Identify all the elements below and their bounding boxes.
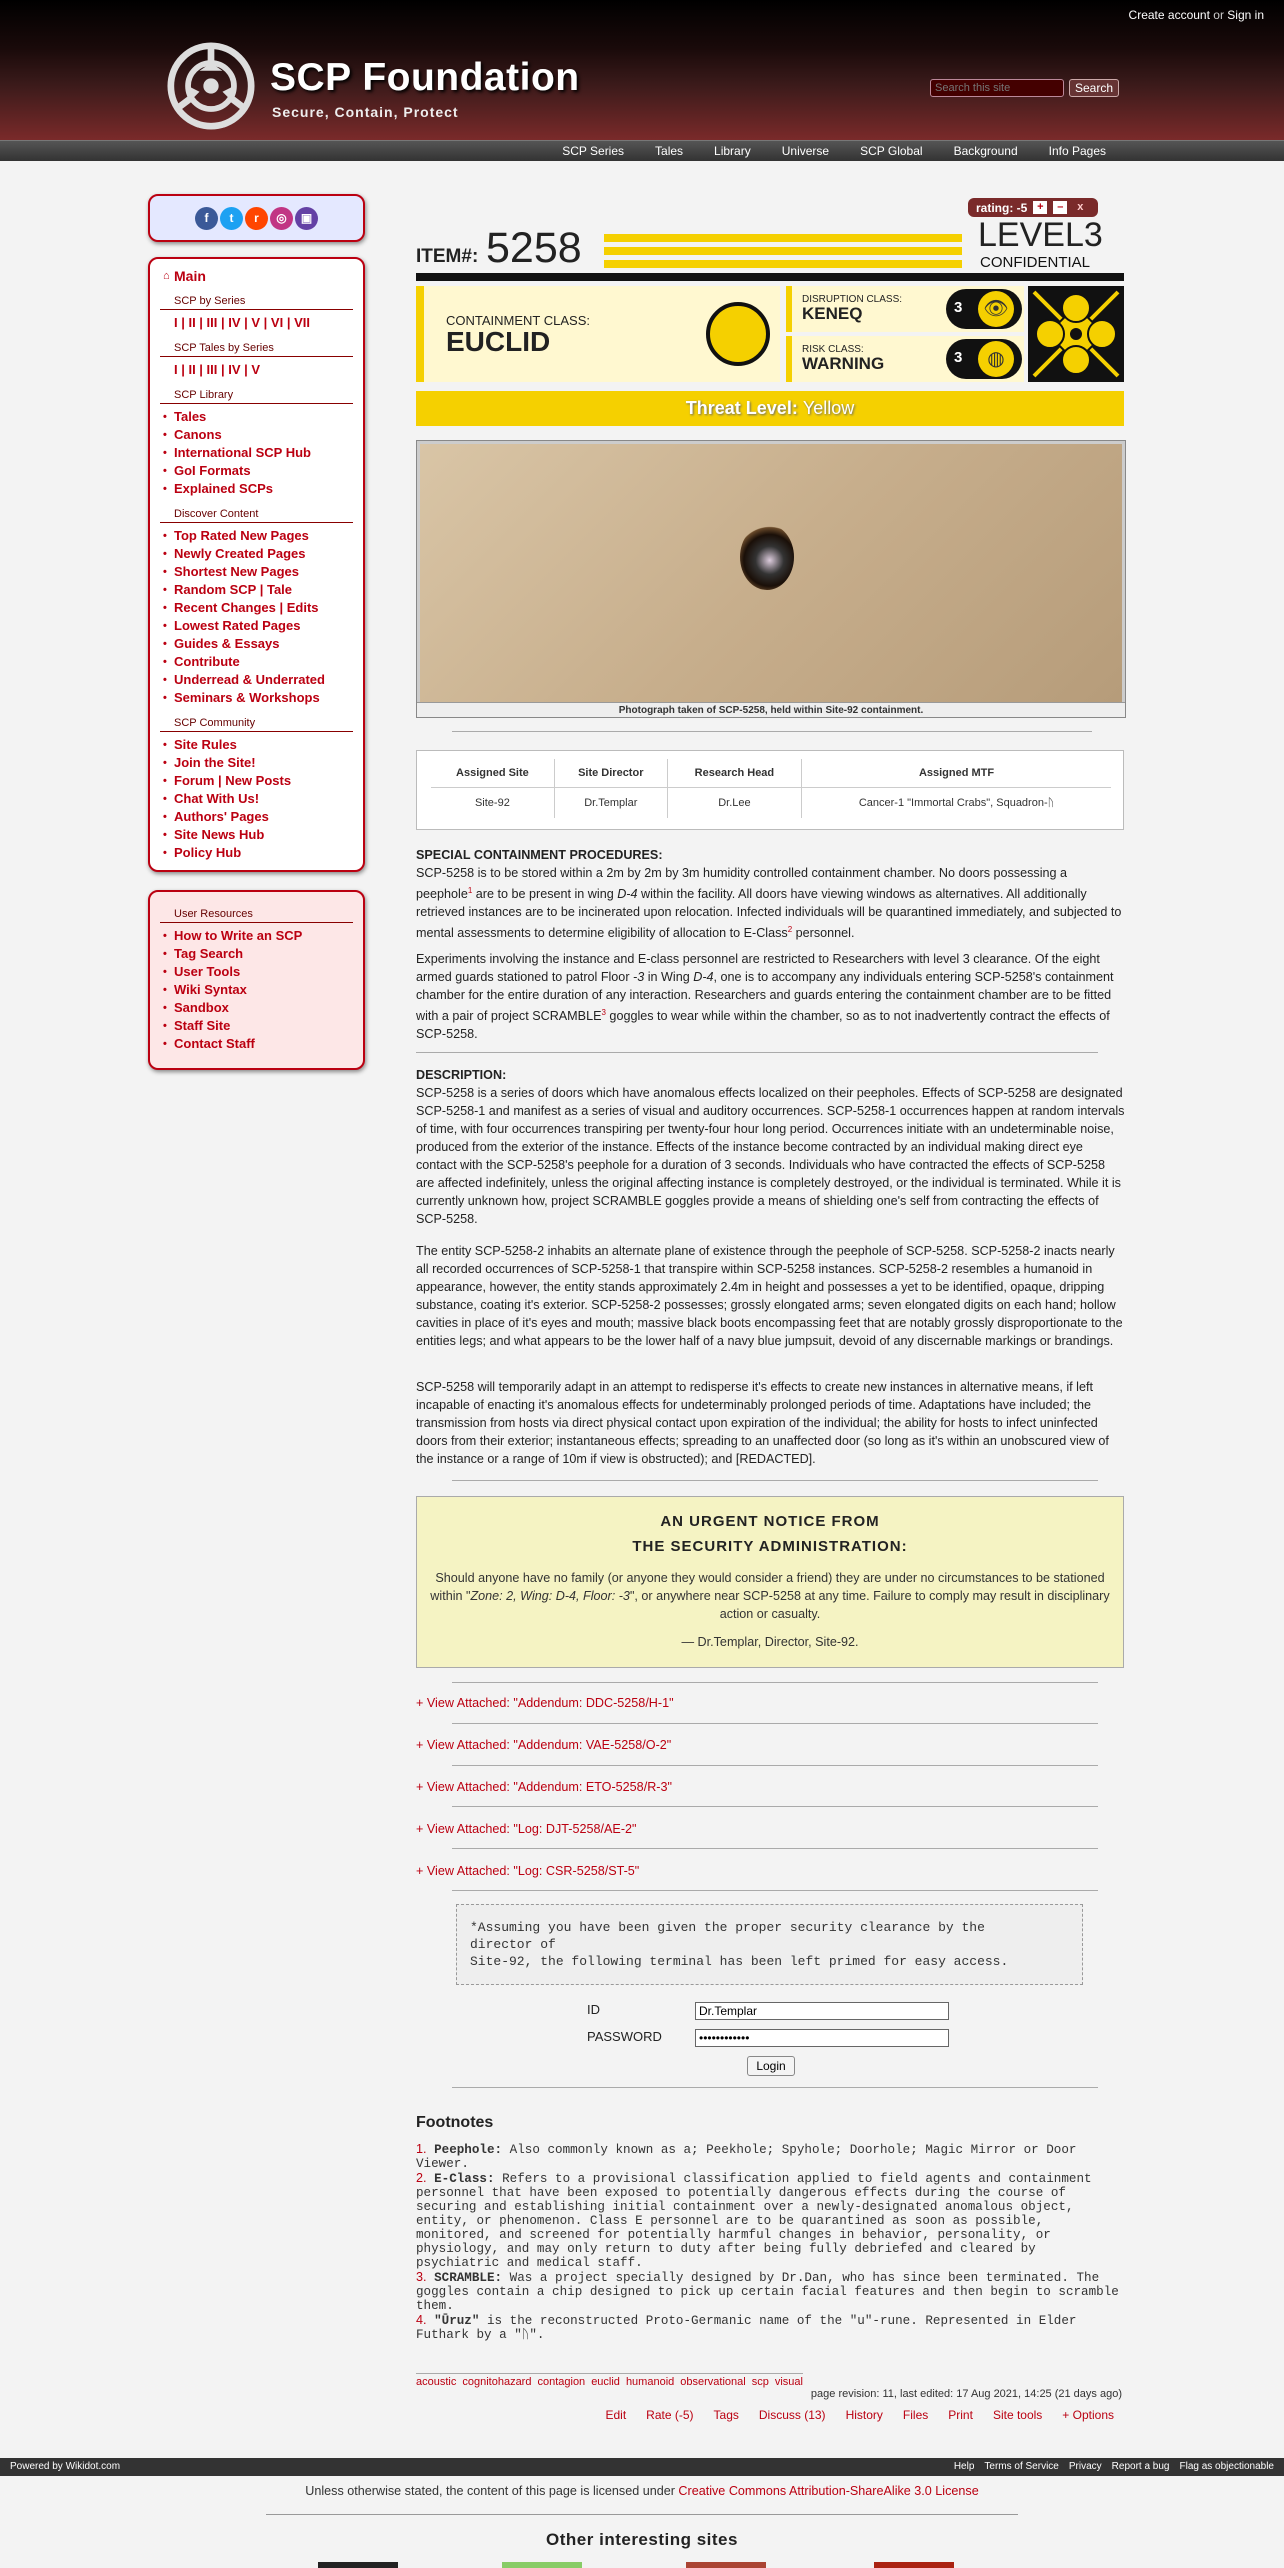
footnote-term: SCRAMBLE: bbox=[434, 2271, 503, 2285]
rate-button[interactable]: Rate (-5) bbox=[646, 2408, 694, 2422]
report-bug-link[interactable]: Report a bug bbox=[1111, 2461, 1170, 2472]
files-button[interactable]: Files bbox=[902, 2408, 929, 2422]
other-site-thumbnail[interactable] bbox=[686, 2562, 766, 2568]
text: D-4 bbox=[617, 887, 638, 902]
item-number: 5258 bbox=[486, 224, 582, 272]
text: goggles to wear while within the chamber, so as to not inadvertently contract the effects of SCP-5258. bbox=[416, 1009, 1110, 1042]
sidebar-item-tales[interactable]: • Tales bbox=[160, 408, 353, 426]
powered-by bbox=[10, 2458, 120, 2476]
containment-procedures bbox=[416, 846, 1126, 942]
sidebar-item-tag-search[interactable]: • Tag Search bbox=[160, 945, 353, 963]
help-link[interactable]: Help bbox=[953, 2461, 975, 2472]
sidebar-item-how-to-write[interactable]: • How to Write an SCP bbox=[160, 927, 353, 945]
other-site-thumbnail[interactable] bbox=[502, 2562, 582, 2568]
attachment-toggle-vae[interactable]: + View Attached: "Addendum: VAE-5258/O-2" bbox=[416, 1738, 672, 1752]
tag-link[interactable]: acoustic bbox=[416, 2376, 457, 2388]
password-input[interactable] bbox=[695, 2029, 949, 2047]
sidebar-item-site-rules[interactable]: • Site Rules bbox=[160, 736, 353, 754]
stripe-decoration bbox=[604, 234, 962, 242]
sidebar-heading-community: SCP Community bbox=[160, 717, 353, 732]
peephole-image bbox=[740, 524, 794, 590]
sidebar-item-policy-hub[interactable]: • Policy Hub bbox=[160, 844, 353, 862]
sidebar-item-wiki-syntax[interactable]: • Wiki Syntax bbox=[160, 981, 353, 999]
footnote-text: Was a project specially designed by Dr.Dan, who has since been terminated. The goggles contain a chip designed to pick up certain facial features and then begin to scramble them. bbox=[416, 2271, 1119, 2313]
photo-caption: Photograph taken of SCP-5258, held within Site-92 containment. bbox=[417, 702, 1125, 717]
text: ", or anywhere near SCP-5258 at any time. Failure to comply may result in disciplinary action or casualty. bbox=[629, 1589, 1110, 1621]
sidebar-item-international-hub[interactable]: • International SCP Hub bbox=[160, 444, 353, 462]
terminal-line: *Assuming you have been given the proper security clearance by the bbox=[470, 1920, 985, 1935]
table-header: Assigned Site bbox=[431, 759, 554, 788]
text: personnel. bbox=[792, 926, 855, 941]
footnote-text: is the reconstructed Proto-Germanic name of the "u"-rune. Represented in Elder Futhark by a "ᚢ". bbox=[416, 2314, 1077, 2342]
privacy-link[interactable]: Privacy bbox=[1068, 2461, 1102, 2472]
instagram-icon[interactable]: ◎ bbox=[270, 207, 293, 230]
divider bbox=[452, 2087, 1098, 2088]
scp-photo-block bbox=[416, 440, 1126, 718]
footnote-item bbox=[416, 2142, 1126, 2171]
text: Unless otherwise stated, the content of this page is licensed under bbox=[305, 2484, 679, 2498]
reddit-icon[interactable]: r bbox=[245, 207, 268, 230]
tag-link[interactable]: euclid bbox=[591, 2376, 620, 2388]
footnote-number[interactable]: 2. bbox=[416, 2171, 427, 2185]
table-header: Research Head bbox=[667, 759, 801, 788]
sidebar-item-main[interactable]: ⌂ Main bbox=[160, 267, 353, 285]
urgent-notice-box bbox=[416, 1496, 1124, 1668]
divider bbox=[452, 731, 1092, 732]
divider bbox=[416, 273, 1124, 281]
threat-level-bar bbox=[416, 391, 1124, 426]
login-button[interactable]: Login bbox=[747, 2056, 795, 2076]
divider bbox=[416, 1052, 1098, 1053]
stripe-decoration bbox=[604, 247, 962, 255]
or-text: or bbox=[1213, 8, 1224, 22]
site-tools-button[interactable]: Site tools bbox=[992, 2408, 1043, 2422]
facebook-icon[interactable]: f bbox=[195, 207, 218, 230]
text: Powered by bbox=[10, 2461, 63, 2472]
table-cell: Dr.Lee bbox=[667, 788, 801, 819]
sidebar-item-explained-scps[interactable]: • Explained SCPs bbox=[160, 480, 353, 498]
euclid-icon bbox=[706, 302, 770, 366]
section-heading: DESCRIPTION: bbox=[416, 1068, 507, 1082]
tag-link[interactable]: contagion bbox=[537, 2376, 586, 2388]
sidebar-item-authors[interactable]: • Authors' Pages bbox=[160, 808, 353, 826]
side-menu bbox=[148, 257, 365, 872]
user-resources-box bbox=[148, 890, 365, 1070]
footnote-text: Refers to a provisional classification applied to field agents and containment personnel that have been exposed to potentially dangerous effects during the course of securing and establishing initial containment over a newly-designated anomalous object, entity, or phenomenon. Class E personnel are to be quarantined as soon as possible, monitored, and screened for potentially harmful changes in behavior, personality, or physiology, and may only return to duty after being fully debriefed and cleared by psychiatric and medical staff. bbox=[416, 2172, 1092, 2270]
footnotes-title: Footnotes bbox=[416, 2114, 494, 2131]
sidebar-item-forum[interactable]: • Forum | New Posts bbox=[160, 772, 353, 790]
footnote-ref-1[interactable]: 1 bbox=[467, 886, 473, 895]
tags-button[interactable]: Tags bbox=[713, 2408, 739, 2422]
footnote-term: E-Class: bbox=[434, 2172, 495, 2186]
attachment-toggle-djt[interactable]: + View Attached: "Log: DJT-5258/AE-2" bbox=[416, 1822, 637, 1836]
personnel-table-box bbox=[416, 750, 1124, 830]
edit-button[interactable]: Edit bbox=[605, 2408, 627, 2422]
sidebar-item-user-tools[interactable]: • User Tools bbox=[160, 963, 353, 981]
page-revision-info: page revision: 11, last edited: 17 Aug 2021, 14:25 (21 days ago) bbox=[810, 2388, 1122, 2400]
sidebar-item-staff-site[interactable]: • Staff Site bbox=[160, 1017, 353, 1035]
divider bbox=[452, 1848, 1098, 1849]
sidebar-item-news-hub[interactable]: • Site News Hub bbox=[160, 826, 353, 844]
sidebar-item-goi-formats[interactable]: • GoI Formats bbox=[160, 462, 353, 480]
other-site-thumbnail[interactable] bbox=[318, 2562, 398, 2568]
sidebar-item-seminars[interactable]: • Seminars & Workshops bbox=[160, 689, 353, 707]
footnote-ref-2[interactable]: 2 bbox=[787, 925, 793, 935]
text: Should anyone have no family (or anyone they would consider a friend) they are under no circumstances to be stationed within " bbox=[430, 1571, 1105, 1603]
containment-procedures-2 bbox=[416, 950, 1126, 1043]
nav-universe[interactable]: Universe bbox=[781, 144, 830, 158]
sidebar-item-underread[interactable]: • Underread & Underrated bbox=[160, 671, 353, 689]
wikidot-link[interactable]: Wikidot.com bbox=[65, 2461, 121, 2472]
nav-library[interactable]: Library bbox=[714, 144, 751, 158]
attachment-toggle-eto[interactable]: + View Attached: "Addendum: ETO-5258/R-3" bbox=[416, 1780, 672, 1794]
table-cell: Cancer-1 "Immortal Crabs", Squadron-ᚢ bbox=[858, 797, 1055, 809]
sidebar-item-canons[interactable]: • Canons bbox=[160, 426, 353, 444]
sidebar-item-sandbox[interactable]: • Sandbox bbox=[160, 999, 353, 1017]
license-notice bbox=[0, 2484, 1284, 2498]
sidebar-item-shortest-new[interactable]: • Shortest New Pages bbox=[160, 563, 353, 581]
terminal-line: director of bbox=[470, 1937, 556, 1952]
description bbox=[416, 1066, 1126, 1228]
footnote-text: Also commonly known as a; Peekhole; Spyhole; Doorhole; Magic Mirror or Door Viewer. bbox=[416, 2143, 1077, 2171]
twitter-icon[interactable]: t bbox=[220, 207, 243, 230]
options-button[interactable]: + Options bbox=[1062, 2408, 1114, 2422]
clearance-label: CONFIDENTIAL bbox=[980, 254, 1091, 271]
rating-module bbox=[968, 198, 1098, 217]
sidebar-heading-tales: SCP Tales by Series bbox=[160, 342, 353, 357]
history-button[interactable]: History bbox=[845, 2408, 883, 2422]
print-button[interactable]: Print bbox=[948, 2408, 973, 2422]
risk-class-value: WARNING bbox=[802, 354, 885, 373]
scp-photo[interactable] bbox=[420, 444, 1122, 702]
password-label: PASSWORD bbox=[587, 2029, 662, 2044]
item-label: ITEM#: bbox=[416, 246, 479, 267]
text: Zone: 2, Wing: D-4, Floor: -3 bbox=[470, 1589, 630, 1603]
text: , one is to accompany any individuals entering SCP-5258's containment chamber for the entire duration of any interaction. Researchers and guards entering the containment chamber are to be fitted with a pair of project SCRAMBLE bbox=[416, 970, 1114, 1024]
twitch-icon[interactable]: ▣ bbox=[295, 207, 318, 230]
text: within the facility. All doors have viewing windows as alternatives. All additionally retrieved instances are to be incinerated upon relocation. Infected individuals will be quarantined immediately, and subjected to mental assessments to determine eligibility of allocation to E-Class bbox=[416, 887, 1122, 941]
id-input[interactable] bbox=[695, 2002, 949, 2020]
footnotes-list bbox=[416, 2142, 1126, 2342]
sign-in-link[interactable]: Sign in bbox=[1227, 8, 1264, 22]
rate-cancel-button[interactable]: x bbox=[1077, 201, 1084, 213]
search-form bbox=[930, 79, 1119, 97]
sidebar-item-guides[interactable]: • Guides & Essays bbox=[160, 635, 353, 653]
footer-links bbox=[954, 2458, 1274, 2476]
personnel-table bbox=[431, 759, 1111, 818]
text: SCP-5258 is a series of doors which have anomalous effects localized on their peepholes. Effects of SCP-5258 are designated SCP-5258-1 and manifest as a series of visual and auditory occurrences. SCP-5258-1 occurrences happen at random intervals of time, with four occurrences transpiring per twenty-four hour long period. Occurrences initiate with an undeterminable noise, produced from the exterior of the instance. Effects of the instance become contracted by an individual making direct eye contact with the SCP-5258's peephole for a duration of 3 seconds. Individuals who have contracted the effects of SCP-5258 are affected indefinitely, unless the original affecting instance is completely destroyed, or the individual is terminated. While it is currently unknown how, project SCRAMBLE goggles provide a means of shielding one's self from contracting the effects of SCP-5258. bbox=[416, 1086, 1125, 1226]
site-name[interactable]: SCP Foundation bbox=[270, 56, 580, 99]
section-heading: SPECIAL CONTAINMENT PROCEDURES: bbox=[416, 848, 663, 862]
text: D-4 bbox=[693, 970, 714, 984]
text: Experiments involving the instance and E-class personnel are restricted to Researchers with level 3 clearance. Of the eight armed guards stationed to patrol Floor bbox=[416, 952, 1100, 984]
risk-class-label: RISK CLASS: bbox=[802, 344, 864, 355]
threat-level-value: Yellow bbox=[802, 398, 855, 418]
divider bbox=[452, 1806, 1098, 1807]
notice-title: AN URGENT NOTICE FROM bbox=[660, 1513, 880, 1530]
site-header bbox=[0, 0, 1284, 140]
discuss-button[interactable]: Discuss (13) bbox=[758, 2408, 826, 2422]
eye-icon: 👁 bbox=[978, 291, 1014, 327]
disruption-level: 3 bbox=[954, 299, 963, 316]
rate-down-button[interactable]: – bbox=[1053, 201, 1067, 214]
create-account-link[interactable]: Create account bbox=[1128, 8, 1210, 22]
risk-class-box bbox=[786, 336, 1024, 382]
tag-link[interactable]: scp bbox=[751, 2376, 769, 2388]
text: in Wing bbox=[644, 970, 694, 984]
sidebar-item-top-rated[interactable]: • Top Rated New Pages bbox=[160, 527, 353, 545]
disruption-class-value: KENEQ bbox=[802, 304, 863, 323]
license-link[interactable]: Creative Commons Attribution-ShareAlike 3.0 License bbox=[678, 2484, 979, 2498]
footnote-number[interactable]: 3. bbox=[416, 2270, 427, 2284]
sidebar-heading-series: SCP by Series bbox=[160, 295, 353, 310]
text: SCP-5258 is to be stored within a 2m by 2m by 3m humidity controlled containment chamber. No doors possessing a peephole bbox=[416, 866, 1068, 902]
nav-tales[interactable]: Tales bbox=[655, 144, 684, 158]
terms-link[interactable]: Terms of Service bbox=[984, 2461, 1059, 2472]
search-input[interactable] bbox=[930, 79, 1064, 97]
sidebar-heading-library: SCP Library bbox=[160, 389, 353, 404]
site-tagline: Secure, Contain, Protect bbox=[272, 104, 459, 120]
containment-class-value: EUCLID bbox=[446, 326, 551, 357]
footnote-ref-3[interactable]: 3 bbox=[601, 1008, 606, 1017]
divider bbox=[452, 1723, 1098, 1724]
sidebar-item-join[interactable]: • Join the Site! bbox=[160, 754, 353, 772]
divider bbox=[452, 1890, 1098, 1891]
sidebar-item-contribute[interactable]: • Contribute bbox=[160, 653, 353, 671]
attachment-toggle-ddc[interactable]: + View Attached: "Addendum: DDC-5258/H-1" bbox=[416, 1696, 674, 1710]
rate-up-button[interactable]: + bbox=[1033, 201, 1047, 214]
account-links bbox=[1129, 8, 1264, 22]
sidebar-tales-links[interactable]: I | II | III | IV | V bbox=[174, 362, 261, 377]
text: SCP-5258 will temporarily adapt in an attempt to redisperse it's effects to create new instances in alternative means, if left incapable of enacting it's anomalous effects for undeterminably prolonged periods of time. Adaptations have included; the transmission from hosts via direct physical contact upon expiration of the individual; the ability for hosts to infect uninfected doors from their exterior; instantaneous effects; spreading to an unaffected door (so long as it's within an unobscured view of the instance or a range of 10m if view is obstructed); and [REDACTED]. bbox=[416, 1380, 1109, 1466]
notice-subtitle: THE SECURITY ADMINISTRATION: bbox=[632, 1538, 908, 1555]
notice-body bbox=[421, 1569, 1119, 1623]
stripe-decoration bbox=[604, 260, 962, 268]
footnote-item bbox=[416, 2313, 1126, 2342]
nav-scp-global[interactable]: SCP Global bbox=[860, 144, 923, 158]
risk-level: 3 bbox=[954, 349, 963, 366]
text: are to be present in wing bbox=[472, 887, 618, 902]
footnote-number[interactable]: 4. bbox=[416, 2313, 427, 2327]
attachment-toggle-csr[interactable]: + View Attached: "Log: CSR-5258/ST-5" bbox=[416, 1864, 640, 1878]
text: The entity SCP-5258-2 inhabits an alternate plane of existence through the peephole of SCP-5258. SCP-5258-2 inacts nearly all recorded occurrences of SCP-5258-1 that transpire within SCP-5258 instances. SCP-5258-2 resembles a humanoid in appearance, however, the entity stands approximately 2.4m in height and possesses a yet to be identified, opaque, dripping substance, coating it's exterior. SCP-5258-2 possesses; grossly elongated arms; seven elongated digits on each hand; hollow cavities in place of it's eyes and mouth; massive black boots encompassing feet that are notably grossly disproportionate to the entities legs; and what appears to be the lower half of a navy blue jumpsuit, devoid of any discernable markings or brandings. bbox=[416, 1244, 1123, 1348]
terminal-notice bbox=[456, 1904, 1083, 1985]
clearance-level: LEVEL3 bbox=[978, 216, 1103, 254]
divider bbox=[452, 1682, 1098, 1683]
sidebar-item-random[interactable]: • Random SCP | Tale bbox=[160, 581, 353, 599]
id-label: ID bbox=[587, 2002, 600, 2017]
search-button[interactable]: Search bbox=[1069, 79, 1119, 97]
page-tags bbox=[416, 2373, 803, 2388]
other-sites-heading: Other interesting sites bbox=[546, 2530, 738, 2549]
table-cell: Dr.Templar bbox=[554, 788, 667, 819]
sidebar-item-recent-changes[interactable]: • Recent Changes | Edits bbox=[160, 599, 353, 617]
disruption-class-label: DISRUPTION CLASS: bbox=[802, 294, 903, 305]
footnote-term: Peephole: bbox=[434, 2143, 503, 2157]
class-emblem-icon bbox=[1028, 286, 1124, 382]
sidebar-item-chat[interactable]: • Chat With Us! bbox=[160, 790, 353, 808]
notice-signature: — Dr.Templar, Director, Site-92. bbox=[681, 1635, 859, 1649]
social-links-box bbox=[148, 194, 365, 242]
divider bbox=[452, 1480, 1098, 1481]
page-options-bar bbox=[605, 2408, 1114, 2422]
warning-swirl-icon: ◍ bbox=[978, 341, 1014, 377]
divider bbox=[266, 2514, 1018, 2515]
description-2 bbox=[416, 1242, 1126, 1350]
nav-background[interactable]: Background bbox=[953, 144, 1018, 158]
containment-class-label: CONTAINMENT CLASS: bbox=[446, 313, 590, 328]
sidebar-heading-discover: Discover Content bbox=[160, 508, 353, 523]
sidebar-item-lowest-rated[interactable]: • Lowest Rated Pages bbox=[160, 617, 353, 635]
rating-value: rating: -5 bbox=[976, 200, 1028, 215]
sidebar-heading-resources: User Resources bbox=[160, 908, 353, 923]
footnote-number[interactable]: 1. bbox=[416, 2142, 427, 2156]
scp-logo-icon[interactable] bbox=[163, 42, 259, 130]
wikidot-footer-bar bbox=[0, 2458, 1284, 2476]
tag-link[interactable]: visual bbox=[774, 2376, 803, 2388]
terminal-line: Site-92, the following terminal has been left primed for easy access. bbox=[470, 1954, 1009, 1969]
other-site-thumbnail[interactable] bbox=[874, 2562, 954, 2568]
disruption-class-box bbox=[786, 286, 1024, 332]
containment-class-panel bbox=[416, 286, 1124, 382]
tag-link[interactable]: observational bbox=[680, 2376, 746, 2388]
divider bbox=[452, 1765, 1098, 1766]
sidebar-series-links[interactable]: I | II | III | IV | V | VI | VII bbox=[174, 315, 310, 330]
threat-level-label: Threat Level: bbox=[685, 398, 798, 418]
tag-link[interactable]: humanoid bbox=[625, 2376, 675, 2388]
table-cell: Site-92 bbox=[431, 788, 554, 819]
sidebar-item-newly-created[interactable]: • Newly Created Pages bbox=[160, 545, 353, 563]
nav-info-pages[interactable]: Info Pages bbox=[1048, 144, 1106, 158]
description-3 bbox=[416, 1378, 1126, 1468]
sidebar-item-contact-staff[interactable]: • Contact Staff bbox=[160, 1035, 353, 1053]
containment-class-box bbox=[416, 286, 780, 382]
top-nav-bar bbox=[0, 140, 1284, 161]
nav-scp-series[interactable]: SCP Series bbox=[562, 144, 625, 158]
table-header: Assigned MTF bbox=[802, 759, 1111, 788]
text: -3 bbox=[633, 970, 645, 984]
table-header: Site Director bbox=[554, 759, 667, 788]
footnote-item bbox=[416, 2171, 1126, 2270]
footnote-term: "Ūruz" bbox=[434, 2314, 480, 2328]
tag-link[interactable]: cognitohazard bbox=[462, 2376, 532, 2388]
flag-link[interactable]: Flag as objectionable bbox=[1179, 2461, 1274, 2472]
footnote-item bbox=[416, 2270, 1126, 2313]
